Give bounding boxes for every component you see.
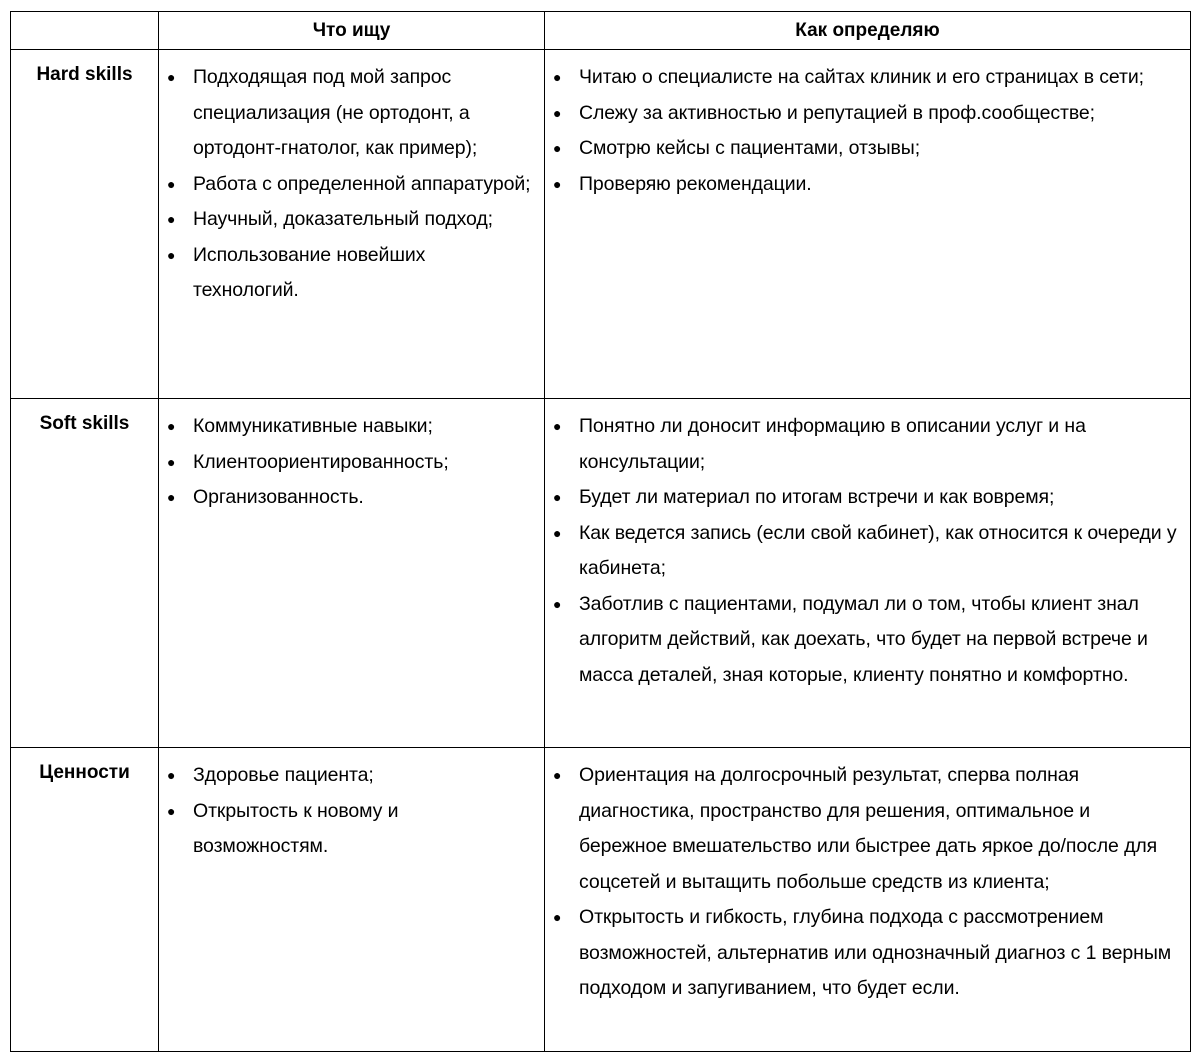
seek-cell <box>159 50 545 399</box>
bullet-icon: ● <box>167 246 176 263</box>
row-label: Ценности <box>11 748 159 1052</box>
list-item-text: Проверяю рекомендации. <box>579 172 812 195</box>
list-item-text: Смотрю кейсы с пациентами, отзывы; <box>579 137 921 159</box>
bullet-icon: ● <box>553 524 562 541</box>
table-row <box>11 399 1191 748</box>
bullet-icon: ● <box>167 802 176 819</box>
list-item <box>553 131 1178 167</box>
list-item <box>553 96 1178 132</box>
list-item-text: Коммуникативные навыки; <box>193 415 433 437</box>
list-item-text: Открытость к новому и возможностям. <box>193 799 399 857</box>
header-how-i-determine: Как определяю <box>545 12 1191 50</box>
seek-cell <box>159 399 545 748</box>
list-item-text: Клиентоориентированность; <box>193 450 449 473</box>
seek-list <box>159 50 544 309</box>
row-label: Hard skills <box>11 50 159 399</box>
table-row <box>11 748 1191 1052</box>
criteria-table <box>10 11 1191 1052</box>
bullet-icon: ● <box>553 418 562 434</box>
list-item-text: Открытость и гибкость, глубина подхода с рассмотрением возможностей, альтернатив или однозначный диагноз с 1 верным подходом и запугиванием, что будет если. <box>579 906 1172 999</box>
bullet-icon: ● <box>167 418 176 434</box>
list-item-text: Понятно ли доносит информацию в описании услуг и на консультации; <box>579 415 1086 473</box>
how-list <box>545 748 1190 1007</box>
list-item-text: Заботлив с пациентами, подумал ли о том, чтобы клиент знал алгоритм действий, как доехать, что будет на первой встрече и масса деталей, зная которые, клиенту понятно и комфортно. <box>579 592 1148 686</box>
row-label: Soft skills <box>11 399 159 748</box>
table-row <box>11 50 1191 399</box>
list-item <box>553 480 1178 516</box>
how-list <box>545 399 1190 693</box>
list-item-text: Здоровье пациента; <box>193 764 374 786</box>
how-cell <box>545 399 1191 748</box>
header-corner-cell <box>11 12 159 50</box>
seek-list <box>159 399 544 516</box>
list-item <box>167 480 532 516</box>
list-item-text: Будет ли материал по итогам встречи и как вовремя; <box>579 486 1055 508</box>
list-item <box>553 758 1178 900</box>
seek-list <box>159 748 544 865</box>
list-item-text: Организованность. <box>193 486 364 508</box>
header-row <box>11 12 1191 50</box>
bullet-icon: ● <box>553 489 562 505</box>
list-item <box>167 167 532 203</box>
list-item <box>553 900 1178 1007</box>
header-what-i-seek: Что ищу <box>159 12 545 50</box>
list-item-text: Подходящая под мой запрос специализация (не ортодонт, а ортодонт-гнатолог, как пример); <box>193 66 478 159</box>
list-item <box>167 794 532 865</box>
list-item <box>167 445 532 481</box>
bullet-icon: ● <box>167 175 176 192</box>
list-item-text: Использование новейших технологий. <box>193 243 426 301</box>
how-list <box>545 50 1190 202</box>
bullet-icon: ● <box>167 453 176 470</box>
bullet-icon: ● <box>553 595 562 612</box>
bullet-icon: ● <box>553 104 562 121</box>
list-item <box>553 587 1178 694</box>
list-item-text: Работа с определенной аппаратурой; <box>193 172 531 195</box>
list-item-text: Слежу за активностью и репутацией в проф.сообществе; <box>579 101 1095 124</box>
bullet-icon: ● <box>553 909 562 925</box>
bullet-icon: ● <box>167 211 176 227</box>
list-item <box>167 238 532 309</box>
bullet-icon: ● <box>553 767 562 783</box>
bullet-icon: ● <box>553 175 562 192</box>
list-item <box>553 409 1178 480</box>
list-item-text: Как ведется запись (если свой кабинет), как относится к очереди у кабинета; <box>579 521 1177 579</box>
list-item-text: Научный, доказательный подход; <box>193 208 493 230</box>
list-item <box>167 409 532 445</box>
list-item-text: Ориентация на долгосрочный результат, сперва полная диагностика, пространство для решения, оптимальное и бережное вмешательство или быстрее дать яркое до/после для соцсетей и вытащить побольше средств из клиента; <box>579 764 1158 893</box>
list-item <box>167 60 532 167</box>
seek-cell <box>159 748 545 1052</box>
bullet-icon: ● <box>167 489 176 505</box>
bullet-icon: ● <box>553 69 562 85</box>
bullet-icon: ● <box>167 69 176 85</box>
list-item <box>553 60 1178 96</box>
how-cell <box>545 50 1191 399</box>
bullet-icon: ● <box>553 140 562 156</box>
list-item <box>553 167 1178 203</box>
how-cell <box>545 748 1191 1052</box>
list-item <box>167 202 532 238</box>
list-item <box>553 516 1178 587</box>
list-item <box>167 758 532 794</box>
bullet-icon: ● <box>167 767 176 783</box>
list-item-text: Читаю о специалисте на сайтах клиник и его страницах в сети; <box>579 66 1144 88</box>
